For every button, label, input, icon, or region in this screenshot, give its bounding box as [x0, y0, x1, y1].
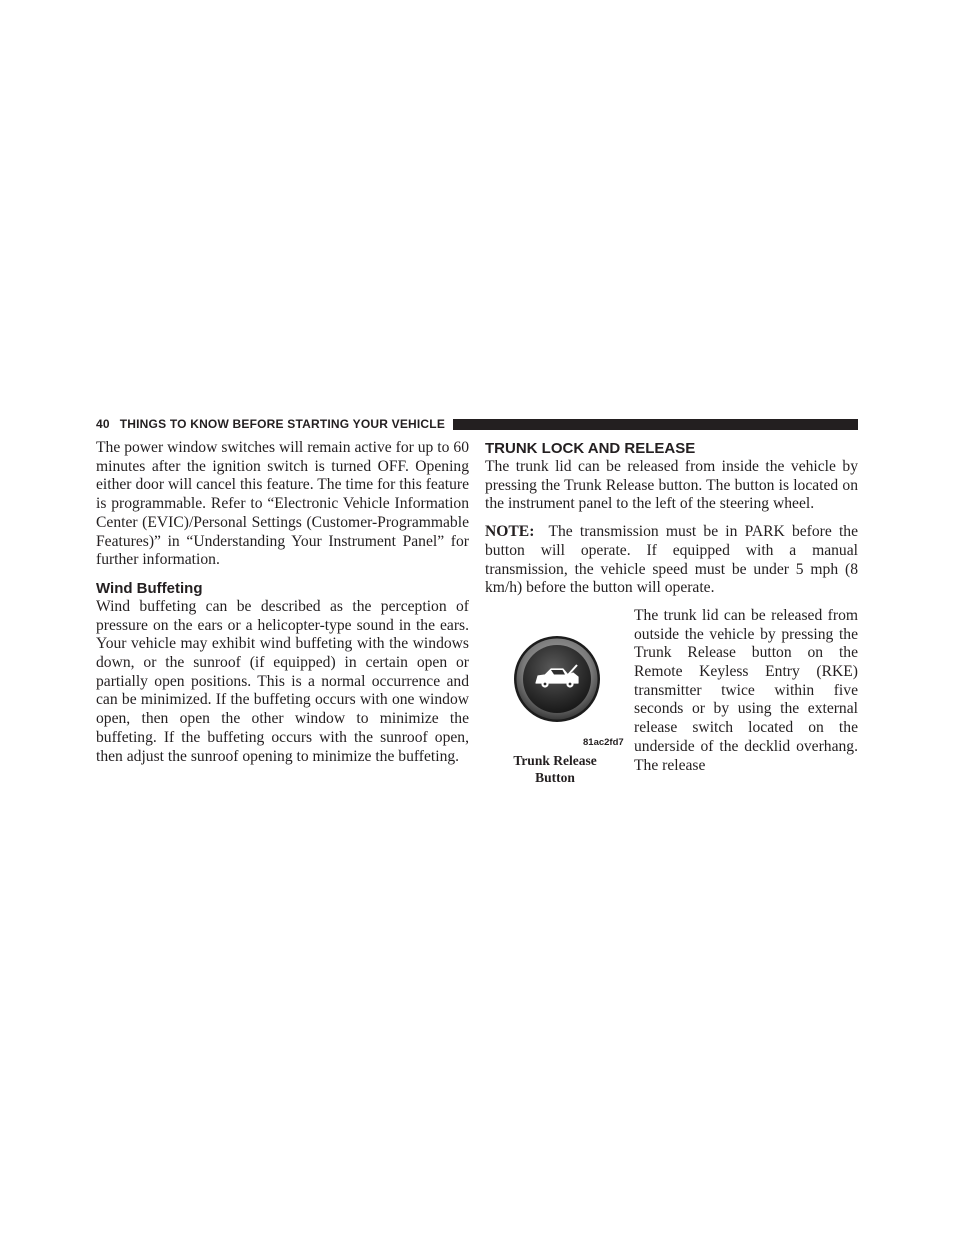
figure-caption-line1: Trunk Release [513, 752, 597, 768]
header-rule-bar [453, 419, 858, 430]
running-header [96, 416, 858, 432]
wind-buffeting-heading: Wind Buffeting [96, 579, 203, 597]
left-column [96, 439, 469, 766]
section-title: THINGS TO KNOW BEFORE STARTING YOUR VEHICLE [119, 417, 446, 431]
note-label: NOTE: [485, 523, 535, 541]
figure-caption-line2: Button [535, 769, 575, 785]
note-paragraph [485, 523, 858, 598]
page-number: 40 [96, 417, 110, 431]
note-text: The transmission must be in PARK before the button will operate. If equipped with a manual transmission, the vehicle speed must be under 5 mph (8 km/h) before the button will operate. [485, 523, 858, 597]
figure-caption [485, 752, 625, 786]
trunk-release-figure [485, 607, 625, 787]
power-window-paragraph: The power window switches will remain active for up to 60 minutes after the ignition switch is turned OFF. Opening either door will cancel this feature. The time for this feature is programmable. Refer to “Electronic Vehicle Information Center (EVIC)/Personal Settings (Customer-Programmable Features)” in “Understanding Your Instrument Panel” for further information. [96, 439, 469, 569]
trunk-release-paragraph: The trunk lid can be released from inside the vehicle by pressing the Trunk Release button. The button is located on the instrument panel to the left of the steering wheel. [485, 458, 858, 513]
wind-buffeting-paragraph: Wind buffeting can be described as the perception of pressure on the ears or a helicopter-type sound in the ears. Your vehicle may exhibit wind buffeting with the windows down, or the sunroof (if equipped) in certain open or partially open positions. This is a normal occurrence and can be minimized. If the buffeting occurs with one window open, then open the other window to minimize the buffeting. If the buffeting occurs with the sunroof open, then adjust the sunroof opening to minimize the buffeting. [96, 597, 469, 765]
trunk-release-button-icon [485, 607, 625, 747]
trunk-lock-heading: TRUNK LOCK AND RELEASE [485, 440, 696, 457]
right-column [485, 439, 858, 787]
figure-code: 81ac2fd7 [583, 736, 624, 748]
trunk-release-figure-block [485, 607, 858, 787]
rke-release-paragraph: The trunk lid can be released from outside the vehicle by pressing the Trunk Release button on the Remote Keyless Entry (RKE) transmitter twice within five seconds or by using the external release switch located on the underside of the decklid overhang. The release [634, 606, 858, 774]
